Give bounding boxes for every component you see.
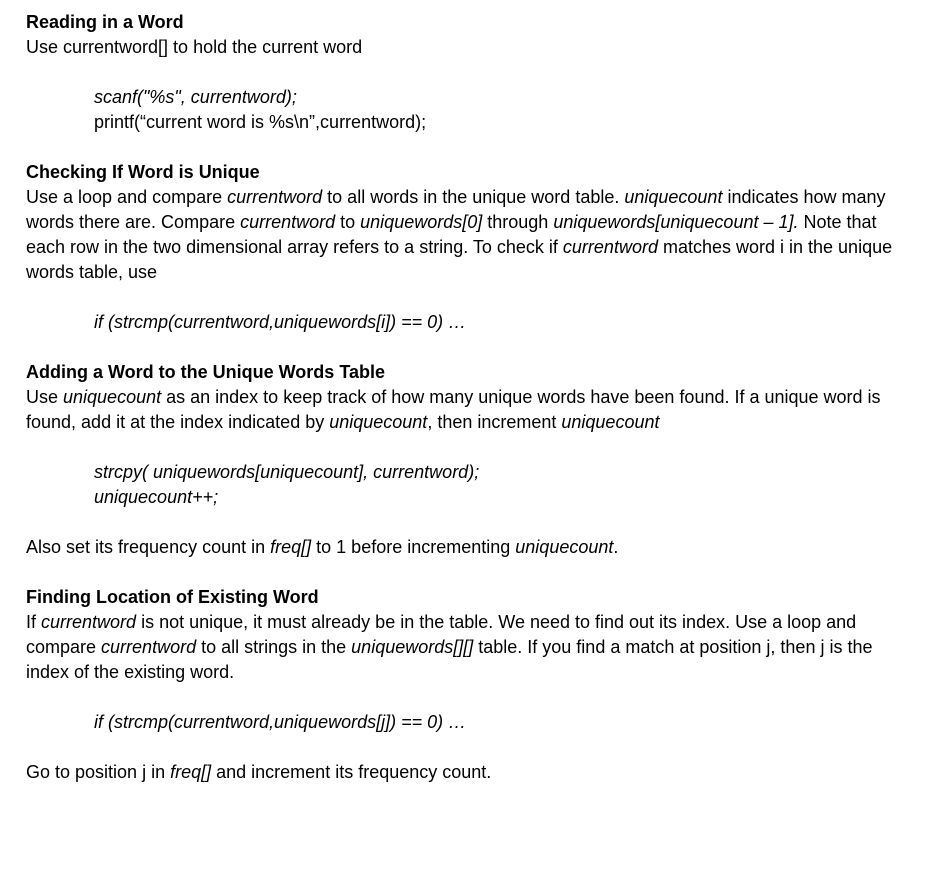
paragraph-adding-word: Use uniquecount as an index to keep track of how many unique words have been found. If a unique word is found, add it at the index indicated by uniquecount, then increment uniquecount (26, 387, 881, 432)
code-strcpy-line: strcpy( uniquewords[uniquecount], currentword); (94, 462, 480, 482)
paragraph-checking-unique: Use a loop and compare currentword to all words in the unique word table. uniquecount indicates how many words there are. Compare currentword to uniquewords[0] through uniquewords[uniquecount – 1]. Note that each row in the two dimensional array refers to a string. To check if currentword matches word i in the unique words table, use (26, 187, 893, 282)
code-scanf-line: scanf("%s", currentword); (94, 87, 297, 107)
heading-reading-word: Reading in a Word (26, 12, 184, 32)
heading-checking-unique: Checking If Word is Unique (26, 162, 260, 182)
heading-finding-location: Finding Location of Existing Word (26, 587, 319, 607)
heading-adding-word: Adding a Word to the Unique Words Table (26, 362, 385, 382)
paragraph-finding-location: If currentword is not unique, it must already be in the table. We need to find out its index. Use a loop and compare currentword to all strings in the uniquewords[][] table. If you find a match at position j, then j is the index of the existing word. (26, 612, 873, 682)
paragraph-reading-intro: Use currentword[] to hold the current word (26, 37, 363, 57)
paragraph-frequency-set: Also set its frequency count in freq[] to 1 before incrementing uniquecount. (26, 537, 619, 557)
code-increment-line: uniquecount++; (94, 487, 219, 507)
paragraph-increment-frequency: Go to position j in freq[] and increment its frequency count. (26, 762, 492, 782)
code-strcmp-i: if (strcmp(currentword,uniquewords[i]) == 0) … (94, 312, 467, 332)
code-strcmp-j: if (strcmp(currentword,uniquewords[j]) == 0) … (94, 712, 467, 732)
document-body (26, 10, 916, 785)
code-printf-line: printf(“current word is %s\n”,currentword); (94, 112, 427, 132)
